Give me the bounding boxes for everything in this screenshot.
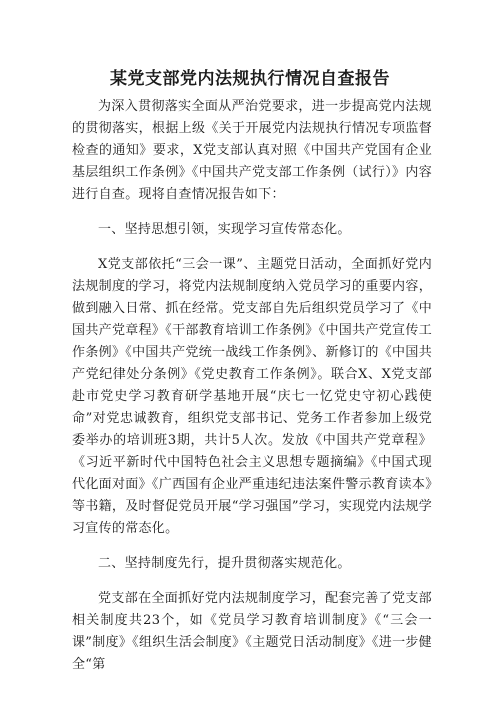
intro-paragraph: 为深入贯彻落实全面从严治党要求，进一步提高党内法规的贯彻落实，根据上级《关于开展党内法规执行情况专项监督检查的通知》要求，X党支部认真对照《中国共产党国有企业基层组织工作条例》《中国共产党支部工作条例（试行）》内容进行自查。现将自查情况报告如下：: [72, 99, 432, 202]
section-1-paragraph: X党支部依托“三会一课”、主题党日活动，全面抓好党内法规制度的学习，将党内法规制度纳入党员学习的重要内容，做到融入日常、抓在经常。党支部自先后组织党员学习了《中国共产党章程》《干部教育培训工作条例》《中国共产党宣传工作条例》《中国共产党统一战线工作条例》、新修订的《中国共产党纪律处分条例》《党史教育工作条例》。联合X、X党支部赴市党史学习教育研学基地开展“庆七一忆党史守初心践使命”对党忠诚教育，组织党支部书记、党务工作者参加上级党委举办的培训班3期，共计5人次。发放《中国共产党章程》《习近平新时代中国特色社会主义思想专题摘编》《中国式现代化面对面》《广西国有企业严重违纪违法案件警示教育读本》等书籍，及时督促党员开展“学习强国”学习，实现党内法规学习宣传的常态化。: [72, 257, 432, 536]
section-heading-1: 一、坚持思想引领，实现学习宣传常态化。: [98, 222, 351, 237]
section-heading-2: 二、坚持制度先行，提升贯彻落实规范化。: [98, 556, 351, 571]
section-2-paragraph: 党支部在全面抓好党内法规制度学习，配套完善了党支部相关制度共23个，如《党员学习教育培训制度》《“三会一课”制度》《组织生活会制度》《主题党日活动制度》《进一步健全“第: [72, 591, 432, 672]
report-body: [72, 96, 432, 689]
report-title: 某党支部党内法规执行情况自查报告: [110, 69, 390, 89]
